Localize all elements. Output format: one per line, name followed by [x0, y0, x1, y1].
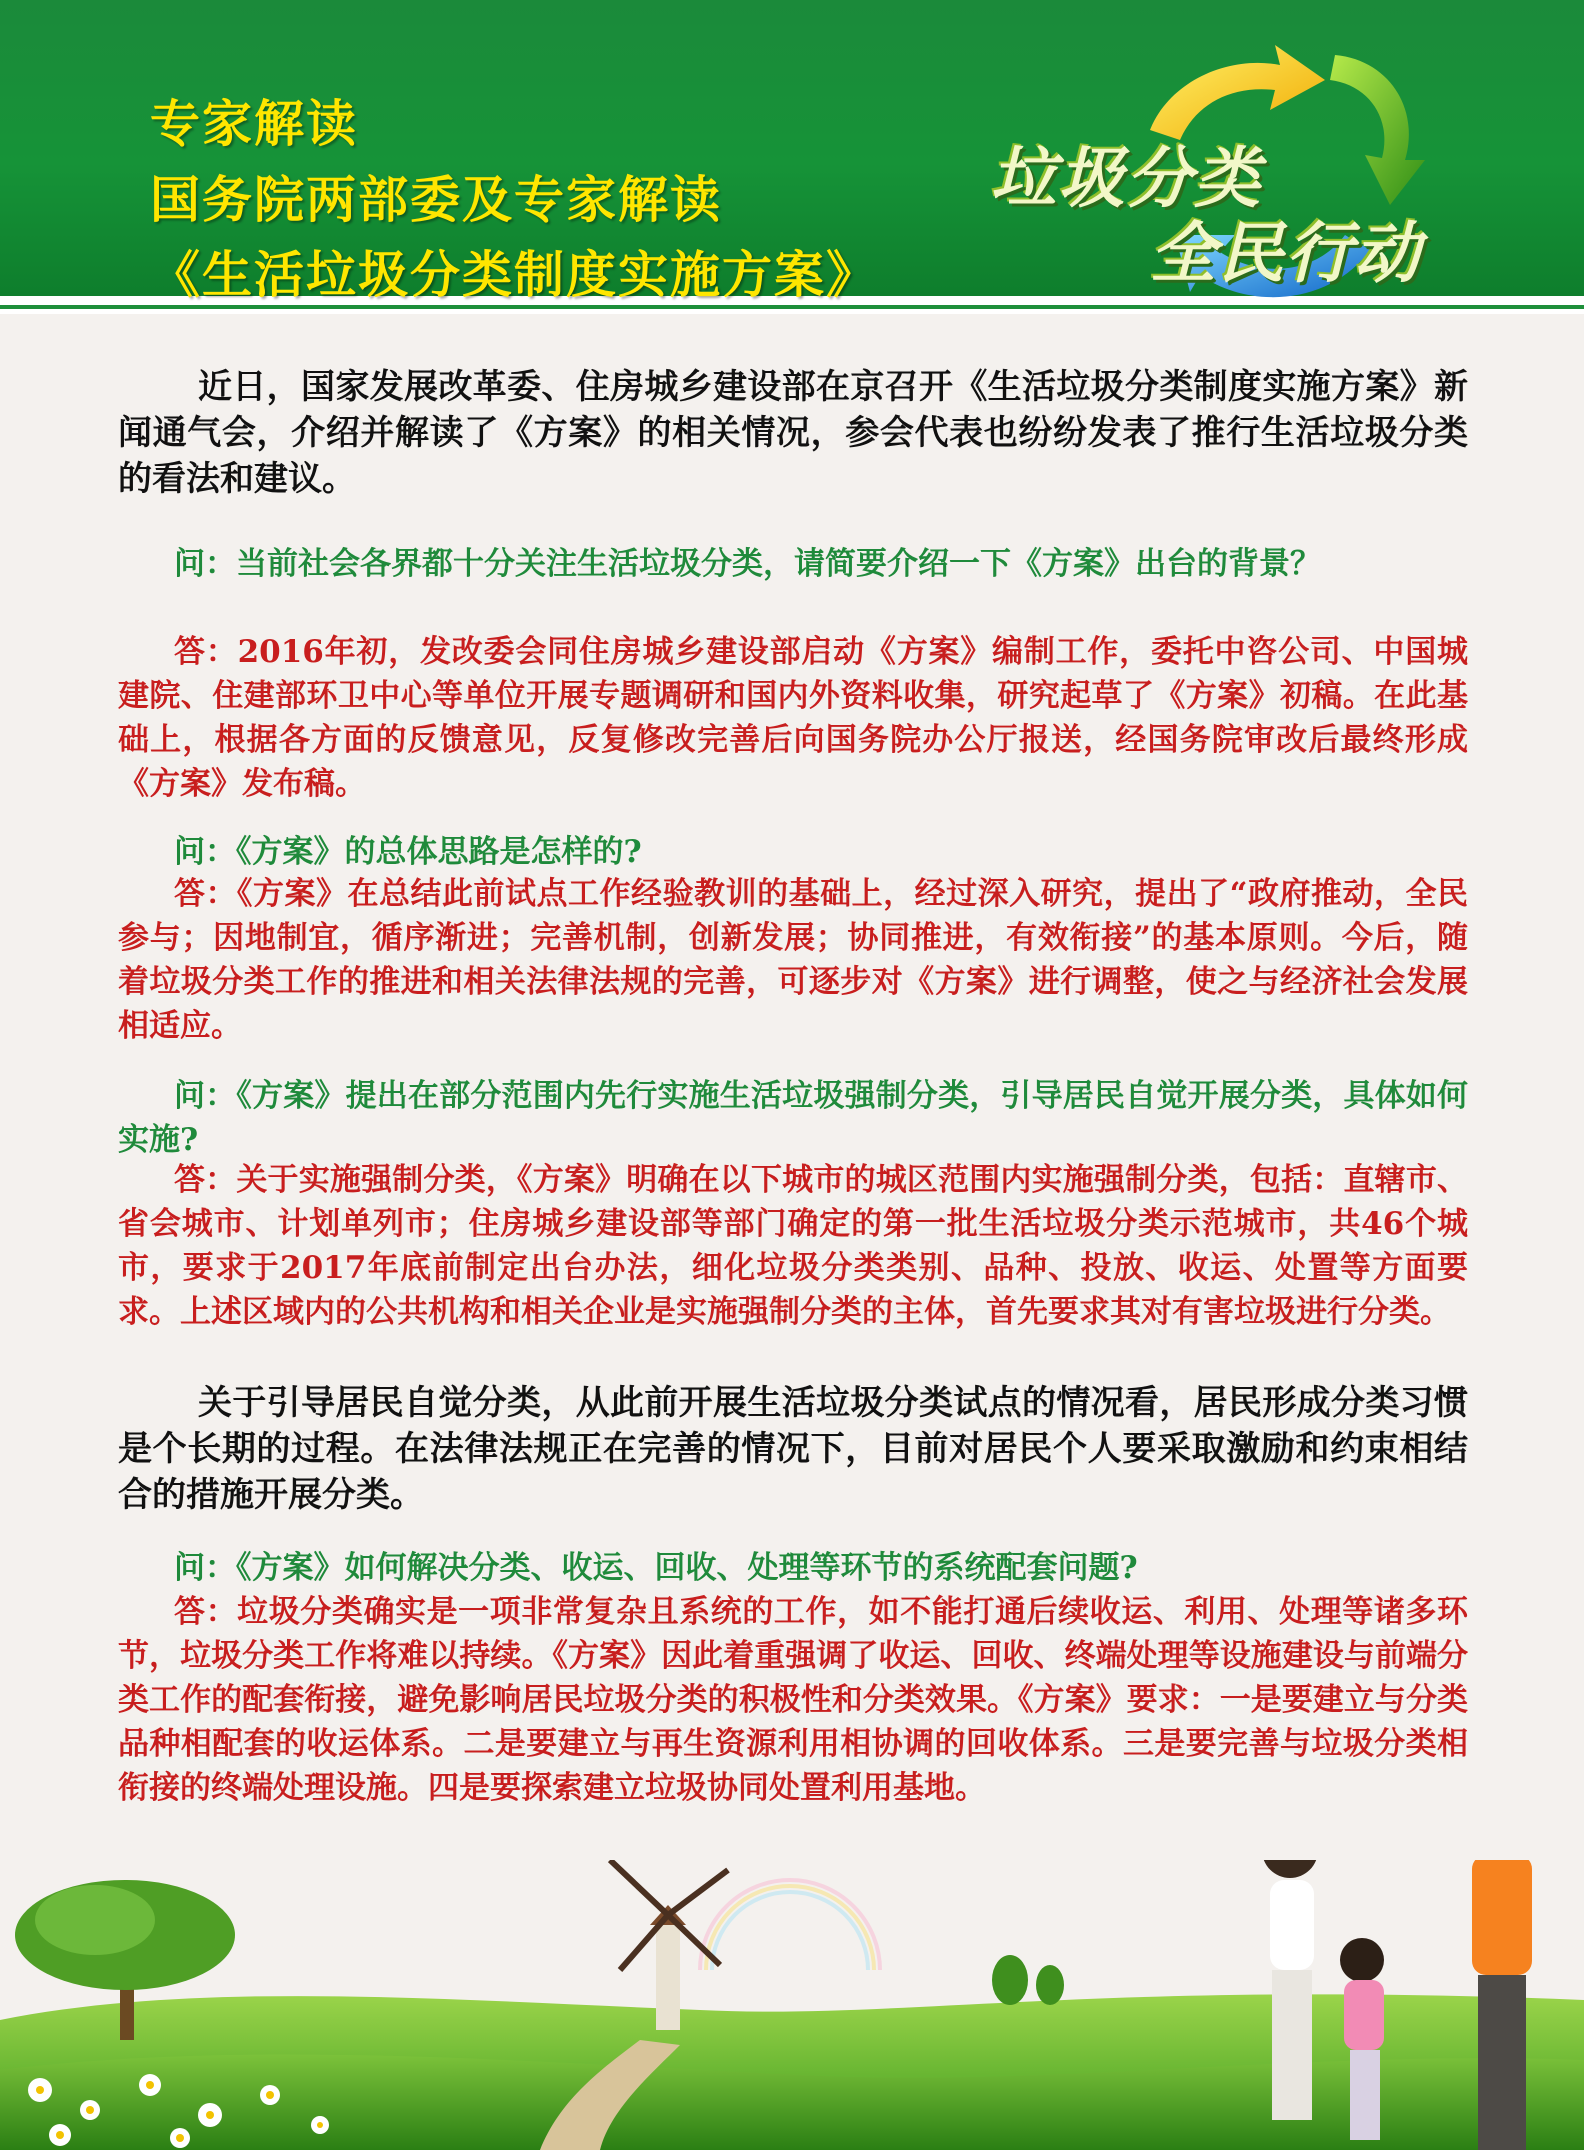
recycle-logo	[980, 20, 1540, 320]
answer-4: 答：垃圾分类确实是一项非常复杂且系统的工作，如不能打通后续收运、利用、处理等诸多环节，垃圾分类工作将难以持续。《方案》因此着重强调了收运、回收、终端处理等设施建设与前端分类工作的配套衔接，避免影响居民垃圾分类的积极性和分类效果。《方案》要求：一是要建立与分类品种相配套的收运体系。二是要建立与再生资源利用相协调的回收体系。三是要完善与垃圾分类相衔接的终端处理设施。四是要探索建立垃圾协同处置利用基地。	[118, 1594, 1468, 1806]
question-1: 问：当前社会各界都十分关注生活垃圾分类，请简要介绍一下《方案》出台的背景？	[174, 546, 1321, 582]
logo-text-line2: 全民行动	[1150, 215, 1422, 292]
logo-text-line1: 垃圾分类	[990, 140, 1262, 217]
question-3: 问：《方案》提出在部分范围内先行实施生活垃圾强制分类，引导居民自觉开展分类，具体如何实施?	[118, 1078, 1468, 1158]
header-title-line2: 国务院两部委及专家解读	[150, 171, 722, 229]
answer-1: 答：2016年初，发改委会同住房城乡建设部启动《方案》编制工作，委托中咨公司、中国城建院、住建部环卫中心等单位开展专题调研和国内外资料收集，研究起草了《方案》初稿。在此基础上，根据各方面的反馈意见，反复修改完善后向国务院办公厅报送，经国务院审改后最终形成《方案》发布稿。	[118, 634, 1468, 802]
answer-3: 答：关于实施强制分类，《方案》明确在以下城市的城区范围内实施强制分类，包括：直辖市、省会城市、计划单列市；住房城乡建设部等部门确定的第一批生活垃圾分类示范城市，共46个城市，要求于2017年底前制定出台办法，细化垃圾分类类别、品种、投放、收运、处置等方面要求。上述区域内的公共机构和相关企业是实施强制分类的主体，首先要求其对有害垃圾进行分类。	[118, 1162, 1468, 1330]
middle-paragraph: 关于引导居民自觉分类，从此前开展生活垃圾分类试点的情况看，居民形成分类习惯是个长期的过程。在法律法规正在完善的情况下，目前对居民个人要采取激励和约束相结合的措施开展分类。	[118, 1383, 1468, 1515]
question-2: 问：《方案》的总体思路是怎样的?	[174, 834, 642, 870]
answer-2: 答：《方案》在总结此前试点工作经验教训的基础上，经过深入研究，提出了“政府推动，全民参与；因地制宜，循序渐进；完善机制，创新发展；协同推进，有效衔接”的基本原则。今后，随着垃圾分类工作的推进和相关法律法规的完善，可逐步对《方案》进行调整，使之与经济社会发展相适应。	[118, 876, 1468, 1044]
header-title-line1: 专家解读	[150, 95, 358, 153]
scenery-illustration	[0, 1860, 1584, 2150]
landscape-image	[0, 1860, 1584, 2150]
header-title-line3: 《生活垃圾分类制度实施方案》	[150, 246, 878, 304]
intro-paragraph: 近日，国家发展改革委、住房城乡建设部在京召开《生活垃圾分类制度实施方案》新闻通气会，介绍并解读了《方案》的相关情况，参会代表也纷纷发表了推行生活垃圾分类的看法和建议。	[118, 367, 1468, 499]
question-4: 问：《方案》如何解决分类、收运、回收、处理等环节的系统配套问题?	[174, 1550, 1138, 1586]
